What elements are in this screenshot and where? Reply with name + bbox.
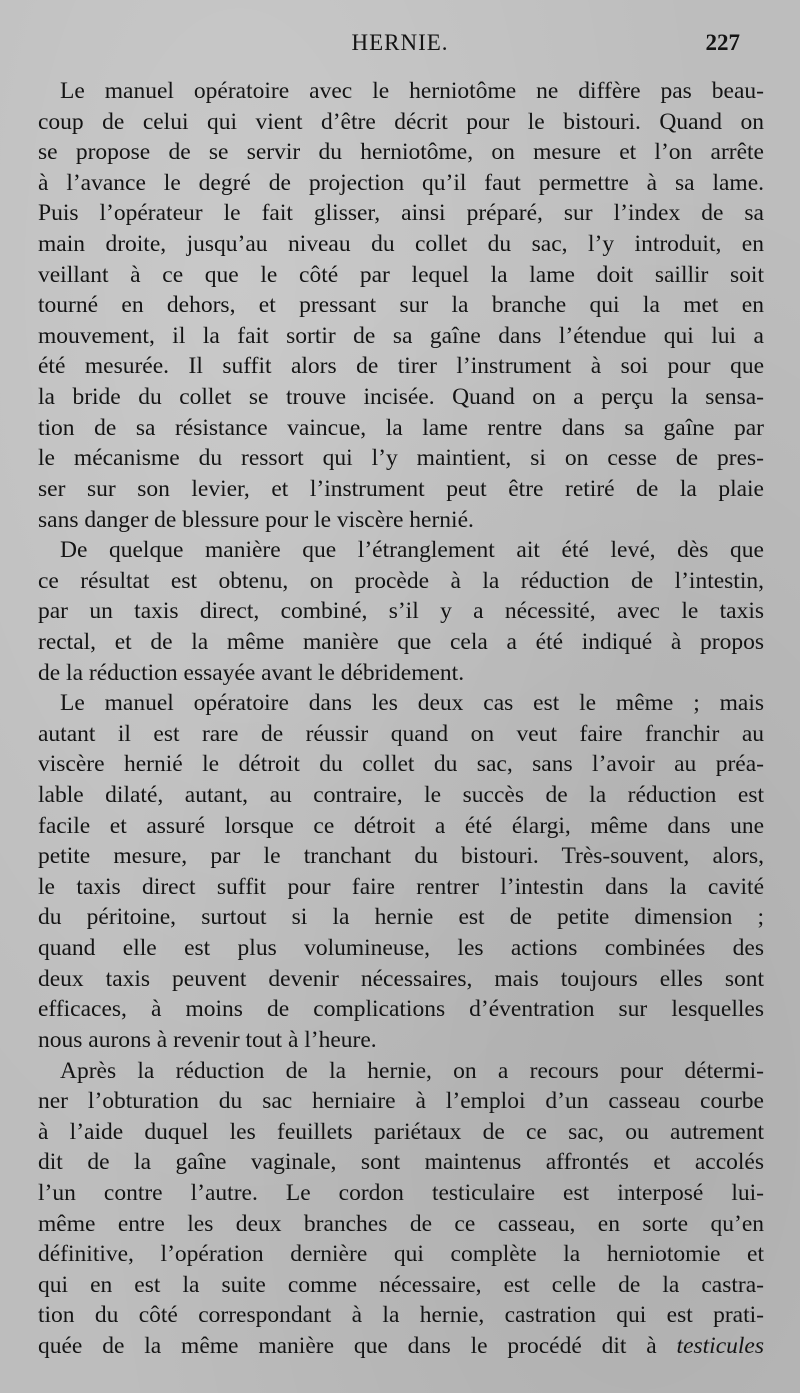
text-line: de la réduction essayée avant le débridement. bbox=[38, 659, 465, 686]
body-text bbox=[38, 76, 764, 1362]
text-line: petite mesure, par le tranchant du bistouri. Très-souvent, alors, bbox=[38, 843, 764, 870]
text-line: qui en est la suite comme nécessaire, est celle de la castra- bbox=[38, 1271, 764, 1298]
italic-word: testicules bbox=[676, 1332, 764, 1359]
text-line: dit de la gaîne vaginale, sont maintenus affrontés et accolés bbox=[38, 1149, 764, 1176]
text-line: tion de sa résistance vaincue, la lame rentre dans sa gaîne par bbox=[38, 414, 764, 441]
page-number: 227 bbox=[705, 30, 740, 55]
text-line: viscère hernié le détroit du collet du sac, sans l’avoir au préa- bbox=[38, 751, 764, 778]
text-line: à l’avance le degré de projection qu’il faut permettre à sa lame. bbox=[38, 169, 764, 196]
text-line: se propose de se servir du herniotôme, on mesure et l’on arrête bbox=[38, 139, 764, 166]
running-title: HERNIE. bbox=[351, 30, 449, 55]
text-line: coup de celui qui vient d’être décrit pour le bistouri. Quand on bbox=[38, 108, 764, 135]
text-line: tion du côté correspondant à la hernie, castration qui est prati- bbox=[38, 1302, 764, 1329]
text-line: définitive, l’opération dernière qui complète la herniotomie et bbox=[38, 1241, 764, 1268]
text-line: tourné en dehors, et pressant sur la branche qui la met en bbox=[38, 292, 764, 319]
text-line: du péritoine, surtout si la hernie est de petite dimension ; bbox=[38, 904, 764, 931]
text-line: Le manuel opératoire avec le herniotôme ne diffère pas beau- bbox=[60, 78, 764, 104]
text-line: nous aurons à revenir tout à l’heure. bbox=[38, 1026, 377, 1053]
text-line: quand elle est plus volumineuse, les actions combinées des bbox=[38, 935, 764, 962]
text-line: veillant à ce que le côté par lequel la lame doit saillir soit bbox=[38, 261, 764, 288]
text-line: efficaces, à moins de complications d’éventration sur lesquelles bbox=[38, 996, 764, 1023]
text-line: ser sur son levier, et l’instrument peut être retiré de la plaie bbox=[38, 475, 764, 502]
text-line: De quelque manière que l’étranglement ait été levé, dès que bbox=[60, 537, 764, 564]
text-line: à l’aide duquel les feuillets pariétaux de ce sac, ou autrement bbox=[38, 1118, 764, 1145]
final-line-text: quée de la même manière que dans le procédé dit à bbox=[38, 1332, 677, 1359]
text-line: le mécanisme du ressort qui l’y maintient, si on cesse de pres- bbox=[38, 445, 764, 472]
text-line: Après la réduction de la hernie, on a recours pour détermi- bbox=[60, 1057, 764, 1084]
text-line: mouvement, il la fait sortir de sa gaîne dans l’étendue qui lui a bbox=[38, 322, 764, 349]
paragraph-3 bbox=[38, 688, 764, 1055]
text-line-final bbox=[38, 1331, 764, 1362]
text-line: Le manuel opératoire dans les deux cas est le même ; mais bbox=[60, 690, 764, 717]
text-line: l’un contre l’autre. Le cordon testiculaire est interposé lui- bbox=[38, 1179, 764, 1206]
text-line: Puis l’opérateur le fait glisser, ainsi préparé, sur l’index de sa bbox=[38, 200, 764, 227]
text-line: par un taxis direct, combiné, s’il y a nécessité, avec le taxis bbox=[38, 598, 764, 625]
text-line: rectal, et de la même manière que cela a été indiqué à propos bbox=[38, 628, 764, 655]
text-line: facile et assuré lorsque ce détroit a été élargi, même dans une bbox=[38, 812, 764, 839]
running-head bbox=[40, 30, 760, 62]
paragraph-2 bbox=[38, 535, 764, 688]
text-line: ce résultat est obtenu, on procède à la réduction de l’intestin, bbox=[38, 567, 764, 594]
text-line: été mesurée. Il suffit alors de tirer l’instrument à soi pour que bbox=[38, 353, 764, 380]
paragraph-4 bbox=[38, 1056, 764, 1362]
text-line: deux taxis peuvent devenir nécessaires, mais toujours elles sont bbox=[38, 965, 764, 992]
text-line: main droite, jusqu’au niveau du collet du sac, l’y introduit, en bbox=[38, 231, 764, 258]
text-line: sans danger de blessure pour le viscère hernié. bbox=[38, 506, 474, 533]
paragraph-1 bbox=[38, 76, 764, 535]
text-line: le taxis direct suffit pour faire rentrer l’intestin dans la cavité bbox=[38, 873, 764, 900]
text-line: même entre les deux branches de ce casseau, en sorte qu’en bbox=[38, 1210, 764, 1237]
text-line: lable dilaté, autant, au contraire, le succès de la réduction est bbox=[38, 782, 764, 809]
text-line: ner l’obturation du sac herniaire à l’emploi d’un casseau courbe bbox=[38, 1088, 764, 1115]
text-line: autant il est rare de réussir quand on veut faire franchir au bbox=[38, 720, 764, 747]
text-line: la bride du collet se trouve incisée. Quand on a perçu la sensa- bbox=[38, 384, 764, 411]
